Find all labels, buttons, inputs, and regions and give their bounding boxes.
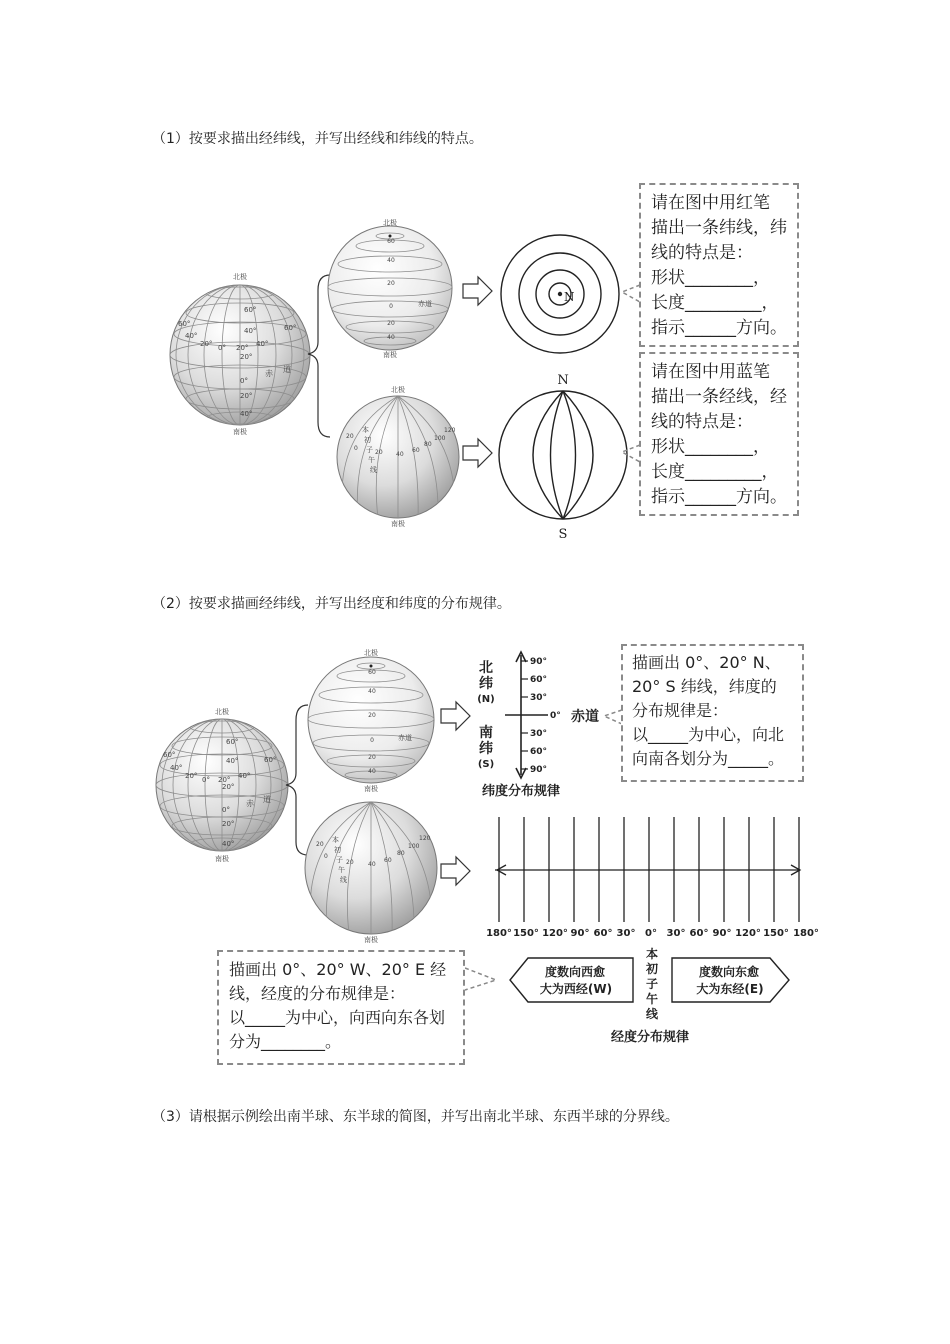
longitude-rule-box: 描画出 0°、20° W、20° E 经 线，经度的分布规律是： 以_____为中心，向西向东各划 分为________。 bbox=[217, 950, 465, 1065]
svg-text:20°: 20° bbox=[236, 344, 249, 352]
svg-text:120°: 120° bbox=[542, 928, 568, 939]
svg-text:20°: 20° bbox=[200, 340, 213, 348]
svg-text:20: 20 bbox=[368, 712, 376, 719]
svg-text:20: 20 bbox=[387, 280, 395, 287]
longitude-caption: 经度分布规律 bbox=[610, 1030, 690, 1045]
arrow-right-icon bbox=[441, 702, 470, 730]
svg-text:180°: 180° bbox=[486, 928, 512, 939]
equator-label: 赤道 bbox=[571, 709, 599, 725]
svg-text:20: 20 bbox=[387, 320, 395, 327]
svg-text:(S): (S) bbox=[477, 759, 495, 770]
svg-text:40°: 40° bbox=[244, 327, 257, 335]
svg-text:度数向西愈: 度数向西愈 bbox=[544, 965, 606, 979]
svg-text:0: 0 bbox=[389, 303, 393, 310]
svg-text:90°: 90° bbox=[570, 928, 590, 939]
svg-text:60°: 60° bbox=[264, 756, 277, 764]
south-pole-label: 南极 bbox=[233, 428, 247, 436]
svg-text:0°: 0° bbox=[218, 344, 226, 352]
north-latitude-label bbox=[477, 660, 495, 705]
svg-text:60: 60 bbox=[384, 857, 392, 864]
question-3: （3）请根据示例绘出南半球、东半球的简图，并写出南北半球、东西半球的分界线。 bbox=[152, 1109, 679, 1125]
svg-text:40°: 40° bbox=[185, 332, 198, 340]
svg-text:0°: 0° bbox=[202, 776, 210, 784]
arrow-right-icon bbox=[441, 857, 470, 885]
svg-text:20: 20 bbox=[375, 449, 383, 456]
svg-text:80: 80 bbox=[397, 850, 405, 857]
top-globe-2-north-pole: 北极 bbox=[364, 649, 378, 657]
meridians-n-label: N bbox=[557, 373, 569, 388]
longitude-grid bbox=[495, 817, 800, 922]
big-globe-1-equator-char-1: 赤 bbox=[265, 369, 273, 378]
arrow-right-icon bbox=[463, 439, 492, 467]
callout-pointer bbox=[465, 968, 496, 990]
svg-text:40: 40 bbox=[387, 257, 395, 264]
top-globe-1-equator: 赤道 bbox=[418, 300, 432, 308]
svg-text:20: 20 bbox=[316, 841, 324, 848]
svg-text:40°: 40° bbox=[226, 757, 239, 765]
big-globe-1-equator-char-2: 道 bbox=[283, 365, 291, 374]
svg-text:0°: 0° bbox=[550, 711, 561, 721]
top-globe-2-south-pole: 南极 bbox=[364, 785, 378, 793]
svg-text:线: 线 bbox=[340, 876, 347, 884]
svg-text:60: 60 bbox=[368, 669, 376, 676]
svg-text:40: 40 bbox=[368, 768, 376, 775]
svg-text:150°: 150° bbox=[763, 928, 789, 939]
bottom-globe-1-south-pole: 南极 bbox=[391, 520, 405, 528]
meridians-diagram bbox=[499, 391, 627, 519]
svg-text:大为东经(E): 大为东经(E) bbox=[696, 982, 764, 996]
svg-text:80: 80 bbox=[424, 441, 432, 448]
svg-text:20°: 20° bbox=[185, 772, 198, 780]
latitude-caption: 纬度分布规律 bbox=[481, 784, 561, 799]
svg-text:20: 20 bbox=[346, 433, 354, 440]
svg-text:0: 0 bbox=[354, 445, 358, 452]
svg-text:60°: 60° bbox=[530, 675, 548, 685]
svg-text:120: 120 bbox=[444, 427, 456, 434]
meridians-s-label: S bbox=[558, 527, 568, 542]
big-globe-2-south-pole: 南极 bbox=[215, 855, 229, 863]
bottom-globe-1-north-pole: 北极 bbox=[391, 386, 405, 394]
svg-text:20: 20 bbox=[368, 754, 376, 761]
svg-text:30°: 30° bbox=[530, 729, 548, 739]
svg-text:午: 午 bbox=[645, 992, 659, 1006]
svg-text:线: 线 bbox=[370, 466, 377, 474]
big-globe-2-equator-char-2: 道 bbox=[263, 795, 271, 804]
svg-text:0°: 0° bbox=[222, 806, 230, 814]
svg-text:60°: 60° bbox=[226, 738, 239, 746]
svg-text:60°: 60° bbox=[284, 324, 297, 332]
svg-text:120: 120 bbox=[419, 835, 431, 842]
svg-text:初: 初 bbox=[334, 846, 341, 854]
south-latitude-label bbox=[478, 724, 494, 770]
top-globe-2-equator: 赤道 bbox=[398, 734, 412, 742]
brace-2 bbox=[286, 705, 308, 855]
svg-text:40°: 40° bbox=[222, 840, 235, 848]
svg-text:午: 午 bbox=[368, 456, 375, 464]
concentric-n-label: N bbox=[564, 290, 575, 304]
svg-text:40: 40 bbox=[368, 688, 376, 695]
lat-scale-ticks bbox=[530, 657, 561, 775]
svg-text:(N): (N) bbox=[477, 694, 495, 705]
prime-meridian-label bbox=[645, 946, 659, 1021]
arrow-right-icon bbox=[463, 277, 492, 305]
svg-text:30°: 30° bbox=[616, 928, 636, 939]
top-globe-1-north-pole: 北极 bbox=[383, 219, 397, 227]
svg-text:40: 40 bbox=[368, 861, 376, 868]
question-1: （1）按要求描出经纬线，并写出经线和纬线的特点。 bbox=[152, 131, 483, 147]
bottom-globe-2-south-pole: 南极 bbox=[364, 936, 378, 944]
svg-text:0°: 0° bbox=[240, 377, 248, 385]
svg-text:20°: 20° bbox=[240, 353, 253, 361]
svg-text:60: 60 bbox=[412, 447, 420, 454]
svg-text:本: 本 bbox=[362, 426, 369, 434]
svg-text:午: 午 bbox=[338, 866, 345, 874]
svg-text:30°: 30° bbox=[530, 693, 548, 703]
svg-text:北: 北 bbox=[479, 660, 493, 676]
svg-text:60°: 60° bbox=[163, 751, 176, 759]
svg-text:120°: 120° bbox=[735, 928, 761, 939]
svg-text:90°: 90° bbox=[530, 657, 548, 667]
svg-text:子: 子 bbox=[366, 446, 373, 454]
globe-meridians-2 bbox=[305, 802, 437, 934]
svg-text:150°: 150° bbox=[513, 928, 539, 939]
brace-1 bbox=[308, 275, 330, 437]
svg-text:本: 本 bbox=[332, 836, 339, 844]
svg-text:60°: 60° bbox=[593, 928, 613, 939]
svg-text:20: 20 bbox=[346, 859, 354, 866]
svg-text:0: 0 bbox=[370, 737, 374, 744]
svg-text:初: 初 bbox=[645, 962, 659, 976]
svg-text:60: 60 bbox=[387, 238, 395, 245]
svg-text:度数向东愈: 度数向东愈 bbox=[698, 965, 760, 979]
north-pole-dot bbox=[558, 292, 562, 296]
callout-pointer bbox=[604, 710, 622, 724]
svg-text:线: 线 bbox=[645, 1007, 659, 1021]
svg-text:40°: 40° bbox=[240, 410, 253, 418]
callout-pointer bbox=[622, 285, 640, 302]
svg-text:本: 本 bbox=[645, 947, 659, 961]
svg-text:30°: 30° bbox=[666, 928, 686, 939]
big-globe-2-equator-char-1: 赤 bbox=[246, 799, 254, 808]
svg-text:0°: 0° bbox=[645, 928, 657, 939]
svg-text:40°: 40° bbox=[170, 764, 183, 772]
big-globe-2-north-pole: 北极 bbox=[215, 708, 229, 716]
svg-text:60°: 60° bbox=[689, 928, 709, 939]
meridian-features-box: 请在图中用蓝笔 描出一条经线，经 线的特点是： 形状________， 长度_________， 指示______方向。 bbox=[639, 352, 799, 516]
svg-text:60°: 60° bbox=[530, 747, 548, 757]
svg-text:纬: 纬 bbox=[479, 741, 493, 757]
svg-text:初: 初 bbox=[364, 436, 371, 444]
top-globe-1-south-pole: 南极 bbox=[383, 351, 397, 359]
svg-text:90°: 90° bbox=[530, 765, 548, 775]
svg-text:0: 0 bbox=[324, 853, 328, 860]
svg-text:40°: 40° bbox=[238, 772, 251, 780]
svg-text:20°: 20° bbox=[222, 820, 235, 828]
svg-text:40: 40 bbox=[396, 451, 404, 458]
latitude-scale bbox=[505, 652, 548, 778]
svg-text:60°: 60° bbox=[178, 320, 191, 328]
latitude-rule-box: 描画出 0°、20° N、 20° S 纬线，纬度的 分布规律是： 以_____为中心，向北 向南各划分为_____。 bbox=[621, 644, 804, 782]
svg-text:40: 40 bbox=[387, 334, 395, 341]
svg-text:60°: 60° bbox=[244, 306, 257, 314]
weft-features-box: 请在图中用红笔 描出一条纬线，纬 线的特点是： 形状________， 长度_________， 指示______方向。 bbox=[639, 183, 799, 347]
svg-text:20°: 20° bbox=[218, 776, 231, 784]
north-pole-label: 北极 bbox=[233, 273, 247, 281]
longitude-scale-ticks bbox=[486, 928, 819, 939]
svg-text:纬: 纬 bbox=[479, 676, 493, 692]
svg-text:100: 100 bbox=[434, 435, 446, 442]
svg-text:子: 子 bbox=[645, 977, 659, 991]
svg-text:180°: 180° bbox=[793, 928, 819, 939]
svg-text:100: 100 bbox=[408, 843, 420, 850]
callout-pointer bbox=[622, 445, 640, 462]
svg-text:20°: 20° bbox=[222, 783, 235, 791]
question-2: （2）按要求描画经纬线，并写出经度和纬度的分布规律。 bbox=[152, 596, 511, 612]
svg-text:南: 南 bbox=[479, 725, 493, 741]
svg-text:20°: 20° bbox=[240, 392, 253, 400]
svg-text:大为西经(W): 大为西经(W) bbox=[539, 982, 613, 996]
svg-text:子: 子 bbox=[336, 856, 343, 864]
svg-text:40°: 40° bbox=[256, 340, 269, 348]
svg-text:90°: 90° bbox=[712, 928, 732, 939]
